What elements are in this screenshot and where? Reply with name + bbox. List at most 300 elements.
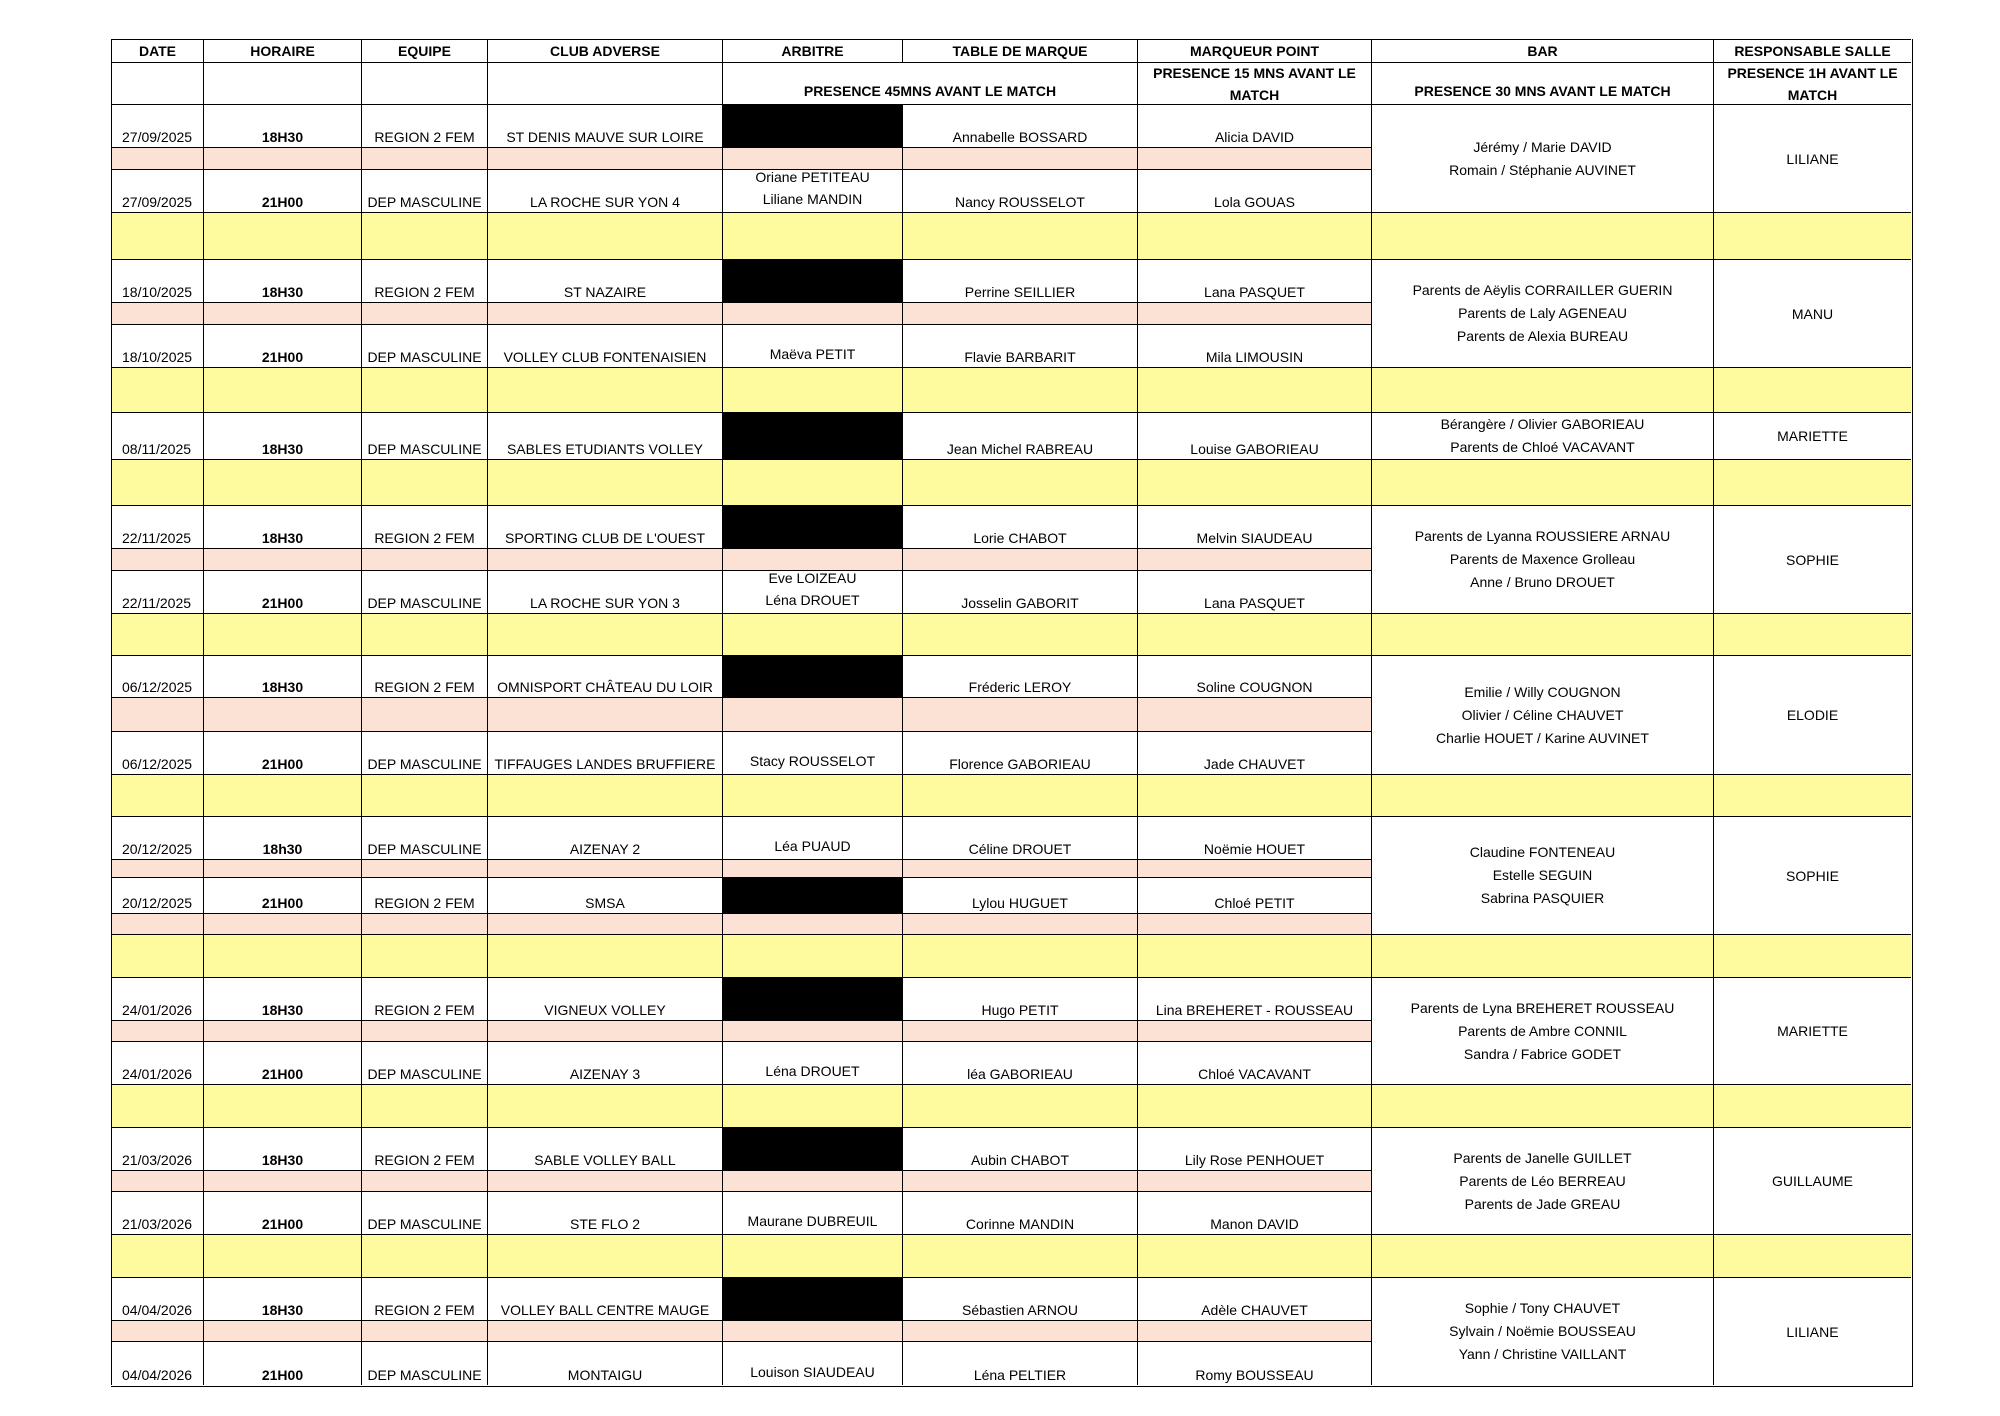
marqueur-cell <box>1137 104 1371 147</box>
equipe-text: DEP MASCULINE <box>367 841 482 857</box>
spacer-cell <box>487 1170 722 1191</box>
separator-cell <box>203 1234 361 1277</box>
table-cell <box>902 412 1137 459</box>
date-text: 04/04/2026 <box>122 1367 193 1383</box>
club-text: SABLE VOLLEY BALL <box>534 1152 676 1168</box>
table-text: Hugo PETIT <box>981 1002 1059 1018</box>
separator-cell <box>1371 774 1713 816</box>
table-cell <box>902 977 1137 1020</box>
responsable-text: MARIETTE <box>1777 1023 1848 1039</box>
separator-cell <box>1371 212 1713 259</box>
presence-label-lines <box>1727 62 1897 106</box>
club-text: VOLLEY BALL CENTRE MAUGE <box>500 1302 710 1318</box>
arbitre-blocked-cell <box>722 104 902 147</box>
spacer-cell <box>111 548 203 570</box>
horaire-text: 21H00 <box>261 349 304 365</box>
horaire-text: 18H30 <box>261 1302 304 1318</box>
equipe-text: REGION 2 FEM <box>374 1152 475 1168</box>
bar-line: Parents de Maxence Grolleau <box>1449 551 1636 567</box>
spacer-cell <box>722 859 902 877</box>
club-cell <box>487 324 722 367</box>
arbitre-lines <box>750 1361 875 1383</box>
equipe-text: DEP MASCULINE <box>367 756 482 772</box>
spacer-cell <box>902 697 1137 731</box>
marqueur-cell <box>1137 169 1371 212</box>
club-text: MONTAIGU <box>567 1367 643 1383</box>
separator-cell <box>487 367 722 412</box>
bar-line: Bérangère / Olivier GABORIEAU <box>1440 416 1645 432</box>
marqueur-cell <box>1137 977 1371 1020</box>
separator-cell <box>1137 613 1371 655</box>
spacer-cell <box>902 548 1137 570</box>
equipe-text: REGION 2 FEM <box>374 284 475 300</box>
horaire-cell <box>203 324 361 367</box>
club-cell <box>487 877 722 913</box>
bar-line: Parents de Jade GREAU <box>1464 1195 1621 1212</box>
equipe-text: DEP MASCULINE <box>367 441 482 457</box>
club-text: LA ROCHE SUR YON 3 <box>530 595 680 611</box>
bar-cell <box>1371 1277 1713 1385</box>
spacer-cell <box>361 859 487 877</box>
horaire-cell <box>203 1127 361 1170</box>
header-label: CLUB ADVERSE <box>550 43 660 59</box>
horaire-cell <box>203 1341 361 1385</box>
bar-line: Parents de Laly AGENEAU <box>1458 305 1627 321</box>
marqueur-text: Chloé VACAVANT <box>1198 1066 1311 1082</box>
horaire-text: 18h30 <box>262 841 303 857</box>
bar-line: Emilie / Willy COUGNON <box>1464 683 1621 700</box>
bar-line: Sandra / Fabrice GODET <box>1463 1045 1622 1062</box>
bar-cell <box>1371 259 1713 367</box>
marqueur-text: Soline COUGNON <box>1196 679 1313 695</box>
separator-cell <box>722 1084 902 1127</box>
club-cell <box>487 1191 722 1234</box>
bar-lines <box>1449 136 1636 182</box>
separator-cell <box>111 774 203 816</box>
arbitre-blocked-cell <box>722 977 902 1020</box>
table-cell <box>902 505 1137 548</box>
spacer-cell <box>361 147 487 169</box>
club-cell <box>487 104 722 147</box>
spacer-cell <box>487 697 722 731</box>
arbitre-blocked-cell <box>722 259 902 302</box>
spacer-cell <box>203 1020 361 1041</box>
separator-cell <box>487 1084 722 1127</box>
table-text: Jean Michel RABREAU <box>946 441 1094 457</box>
date-text: 27/09/2025 <box>122 129 193 145</box>
marqueur-cell <box>1137 816 1371 859</box>
separator-cell <box>1137 212 1371 259</box>
header-bar <box>1371 39 1713 62</box>
date-text: 18/10/2025 <box>122 349 193 365</box>
bar-line: Parents de Alexia BUREAU <box>1456 328 1629 344</box>
equipe-cell <box>361 324 487 367</box>
presence-label-line: MATCH <box>1229 86 1280 103</box>
separator-cell <box>1371 1084 1713 1127</box>
date-cell <box>111 169 203 212</box>
separator-cell <box>722 613 902 655</box>
separator-cell <box>1713 459 1911 505</box>
bar-cell <box>1371 1127 1713 1234</box>
separator-cell <box>722 212 902 259</box>
subheader-empty <box>203 62 361 104</box>
spacer-cell <box>722 302 902 324</box>
responsable-text: SOPHIE <box>1786 867 1839 884</box>
responsable-text: ELODIE <box>1786 707 1839 723</box>
bar-line: Olivier / Céline CHAUVET <box>1461 706 1624 723</box>
header-club <box>487 39 722 62</box>
bar-line: Romain / Stéphanie AUVINET <box>1449 161 1636 178</box>
separator-cell <box>203 774 361 816</box>
bar-cell <box>1371 505 1713 613</box>
equipe-cell <box>361 731 487 774</box>
responsable-cell <box>1713 505 1911 613</box>
equipe-text: DEP MASCULINE <box>367 595 482 611</box>
bar-line: Sylvain / Noëmie BOUSSEAU <box>1449 1323 1636 1339</box>
separator-cell <box>1713 212 1911 259</box>
bar-lines <box>1470 841 1616 910</box>
marqueur-cell <box>1137 259 1371 302</box>
separator-cell <box>1137 1084 1371 1127</box>
bar-line: Sabrina PASQUIER <box>1480 890 1605 906</box>
presence-bar <box>1371 62 1713 104</box>
horaire-cell <box>203 259 361 302</box>
table-cell <box>902 1191 1137 1234</box>
spacer-cell <box>1137 147 1371 169</box>
separator-cell <box>203 212 361 259</box>
bar-cell <box>1371 816 1713 934</box>
club-cell <box>487 169 722 212</box>
spacer-cell <box>1137 1320 1371 1341</box>
arbitre-cell <box>722 731 902 774</box>
spacer-cell <box>203 859 361 877</box>
horaire-cell <box>203 877 361 913</box>
bar-line: Parents de Aëylis CORRAILLER GUERIN <box>1412 282 1673 298</box>
club-cell <box>487 1127 722 1170</box>
header-label: HORAIRE <box>250 43 315 59</box>
presence-responsable <box>1713 62 1911 104</box>
table-text: Josselin GABORIT <box>961 595 1079 611</box>
table-cell <box>902 169 1137 212</box>
horaire-text: 18H30 <box>261 530 304 546</box>
table-text: Aubin CHABOT <box>970 1152 1070 1168</box>
bar-line: Estelle SEGUIN <box>1492 867 1593 883</box>
separator-cell <box>203 934 361 977</box>
horaire-cell <box>203 655 361 697</box>
table-cell <box>902 816 1137 859</box>
spacer-cell <box>361 1320 487 1341</box>
arbitre-line: Louison SIAUDEAU <box>750 1364 875 1380</box>
presence-marqueur <box>1137 62 1371 104</box>
date-cell <box>111 505 203 548</box>
table-cell <box>902 731 1137 774</box>
bar-lines <box>1415 525 1671 594</box>
arbitre-lines <box>765 567 859 611</box>
separator-cell <box>722 934 902 977</box>
separator-cell <box>1137 459 1371 505</box>
arbitre-blocked-cell <box>722 1277 902 1320</box>
bar-line: Claudine FONTENEAU <box>1469 844 1616 860</box>
arbitre-line: Léna DROUET <box>765 592 860 608</box>
separator-cell <box>111 459 203 505</box>
arbitre-blocked-cell <box>722 412 902 459</box>
equipe-text: REGION 2 FEM <box>374 1302 475 1318</box>
arbitre-blocked-cell <box>722 1127 902 1170</box>
equipe-text: DEP MASCULINE <box>367 349 482 365</box>
separator-cell <box>902 1234 1137 1277</box>
date-text: 24/01/2026 <box>122 1066 193 1082</box>
separator-cell <box>1713 367 1911 412</box>
separator-cell <box>487 934 722 977</box>
subheader-empty <box>361 62 487 104</box>
separator-cell <box>722 1234 902 1277</box>
horaire-text: 21H00 <box>261 194 304 210</box>
date-cell <box>111 816 203 859</box>
presence-label: PRESENCE 45MNS AVANT LE MATCH <box>803 83 1057 99</box>
header-label: EQUIPE <box>398 43 451 59</box>
horaire-text: 21H00 <box>261 1367 304 1383</box>
club-text: SMSA <box>585 895 625 911</box>
spacer-cell <box>487 913 722 934</box>
marqueur-text: Jade CHAUVET <box>1203 756 1306 772</box>
responsable-text: MANU <box>1791 305 1834 322</box>
spacer-cell <box>203 147 361 169</box>
horaire-text: 21H00 <box>261 1216 304 1232</box>
marqueur-cell <box>1137 412 1371 459</box>
club-cell <box>487 570 722 613</box>
spacer-cell <box>902 859 1137 877</box>
separator-cell <box>361 1084 487 1127</box>
bar-lines <box>1441 413 1645 459</box>
separator-cell <box>1713 774 1911 816</box>
table-text: Nancy ROUSSELOT <box>955 194 1085 210</box>
marqueur-cell <box>1137 1041 1371 1084</box>
horaire-cell <box>203 104 361 147</box>
spacer-cell <box>487 1020 722 1041</box>
spacer-cell <box>722 1020 902 1041</box>
date-cell <box>111 1277 203 1320</box>
arbitre-lines <box>770 343 856 365</box>
separator-cell <box>487 613 722 655</box>
marqueur-text: Louise GABORIEAU <box>1190 441 1319 457</box>
spacer-cell <box>1137 302 1371 324</box>
horaire-cell <box>203 816 361 859</box>
spacer-cell <box>1137 913 1371 934</box>
club-text: SPORTING CLUB DE L'OUEST <box>504 530 705 546</box>
arbitre-line: Oriane PETITEAU <box>755 169 870 185</box>
responsable-text: SOPHIE <box>1786 551 1839 568</box>
club-text: ST DENIS MAUVE SUR LOIRE <box>506 129 704 145</box>
equipe-text: DEP MASCULINE <box>367 1216 482 1232</box>
separator-cell <box>487 212 722 259</box>
equipe-cell <box>361 1341 487 1385</box>
header-equipe <box>361 39 487 62</box>
date-text: 08/11/2025 <box>122 441 192 457</box>
header-horaire <box>203 39 361 62</box>
responsable-text: LILIANE <box>1786 1323 1839 1340</box>
arbitre-blocked-cell <box>722 877 902 913</box>
arbitre-line: Liliane MANDIN <box>762 191 863 207</box>
marqueur-text: Adèle CHAUVET <box>1201 1302 1308 1318</box>
header-marqueur <box>1137 39 1371 62</box>
separator-cell <box>902 212 1137 259</box>
separator-cell <box>1371 934 1713 977</box>
bar-lines <box>1411 997 1675 1066</box>
separator-cell <box>361 613 487 655</box>
date-text: 18/10/2025 <box>122 284 193 300</box>
spacer-cell <box>203 697 361 731</box>
equipe-cell <box>361 570 487 613</box>
bar-cell <box>1371 655 1713 774</box>
horaire-text: 18H30 <box>261 1002 304 1018</box>
spacer-cell <box>203 1170 361 1191</box>
separator-cell <box>722 459 902 505</box>
arbitre-line: Maurane DUBREUIL <box>747 1213 878 1229</box>
header-label: TABLE DE MARQUE <box>952 43 1088 59</box>
bar-line: Parents de Lyanna ROUSSIERE ARNAU <box>1414 528 1671 544</box>
separator-cell <box>361 212 487 259</box>
spacer-cell <box>111 302 203 324</box>
club-text: STE FLO 2 <box>569 1216 641 1232</box>
equipe-text: DEP MASCULINE <box>367 1367 482 1383</box>
spacer-cell <box>203 548 361 570</box>
date-text: 22/11/2025 <box>122 595 192 611</box>
club-text: SABLES ETUDIANTS VOLLEY <box>506 441 704 457</box>
table-cell <box>902 570 1137 613</box>
marqueur-text: Manon DAVID <box>1210 1216 1299 1232</box>
presence-label-line: MATCH <box>1787 86 1838 103</box>
arbitre-line: Stacy ROUSSELOT <box>749 753 876 769</box>
equipe-text: DEP MASCULINE <box>367 194 482 210</box>
responsable-cell <box>1713 977 1911 1084</box>
horaire-text: 21H00 <box>261 595 304 611</box>
equipe-cell <box>361 505 487 548</box>
horaire-text: 21H00 <box>261 895 304 911</box>
horaire-text: 18H30 <box>261 129 304 145</box>
spacer-cell <box>111 147 203 169</box>
table-cell <box>902 324 1137 367</box>
arbitre-lines <box>755 166 869 210</box>
separator-cell <box>1713 934 1911 977</box>
date-cell <box>111 570 203 613</box>
spacer-cell <box>1137 548 1371 570</box>
date-cell <box>111 877 203 913</box>
arbitre-line: Léa PUAUD <box>774 838 851 854</box>
date-text: 24/01/2026 <box>122 1002 193 1018</box>
club-text: VOLLEY CLUB FONTENAISIEN <box>503 349 707 365</box>
arbitre-lines <box>750 750 875 772</box>
date-text: 21/03/2026 <box>122 1152 193 1168</box>
arbitre-blocked-cell <box>722 505 902 548</box>
horaire-text: 18H30 <box>261 679 304 695</box>
club-cell <box>487 977 722 1020</box>
table-text: Flavie BARBARIT <box>964 349 1076 365</box>
spacer-cell <box>361 913 487 934</box>
club-text: VIGNEUX VOLLEY <box>544 1002 666 1018</box>
spacer-cell <box>111 913 203 934</box>
spacer-cell <box>902 1320 1137 1341</box>
separator-cell <box>902 1084 1137 1127</box>
table-cell <box>902 104 1137 147</box>
separator-cell <box>1713 1084 1911 1127</box>
arbitre-cell <box>722 1041 902 1084</box>
spacer-cell <box>1137 1020 1371 1041</box>
equipe-cell <box>361 259 487 302</box>
marqueur-text: Melvin SIAUDEAU <box>1196 530 1313 546</box>
spacer-cell <box>203 913 361 934</box>
marqueur-text: Lily Rose PENHOUET <box>1184 1152 1325 1168</box>
date-cell <box>111 1341 203 1385</box>
spacer-cell <box>487 859 722 877</box>
header-label: DATE <box>138 43 177 59</box>
equipe-cell <box>361 877 487 913</box>
date-text: 06/12/2025 <box>122 679 193 695</box>
presence-label-line: PRESENCE 1H AVANT LE <box>1727 64 1898 81</box>
equipe-cell <box>361 1277 487 1320</box>
table-text: Sébastien ARNOU <box>962 1302 1078 1318</box>
equipe-text: REGION 2 FEM <box>374 679 475 695</box>
responsable-text: GUILLAUME <box>1772 1173 1853 1189</box>
table-cell <box>902 1277 1137 1320</box>
responsable-cell <box>1713 655 1911 774</box>
horaire-cell <box>203 505 361 548</box>
arbitre-cell <box>722 816 902 859</box>
separator-cell <box>1371 459 1713 505</box>
bar-line: Parents de Lyna BREHERET ROUSSEAU <box>1410 999 1675 1016</box>
equipe-cell <box>361 977 487 1020</box>
date-cell <box>111 324 203 367</box>
separator-cell <box>111 1234 203 1277</box>
club-text: TIFFAUGES LANDES BRUFFIERE <box>494 756 716 772</box>
table-text: Lylou HUGUET <box>972 895 1068 911</box>
club-text: LA ROCHE SUR YON 4 <box>530 194 680 210</box>
separator-cell <box>1371 367 1713 412</box>
header-arbitre <box>722 39 902 62</box>
separator-cell <box>361 459 487 505</box>
date-cell <box>111 1041 203 1084</box>
table-cell <box>902 259 1137 302</box>
spacer-cell <box>1137 697 1371 731</box>
spacer-cell <box>722 697 902 731</box>
separator-cell <box>902 613 1137 655</box>
separator-cell <box>203 367 361 412</box>
separator-cell <box>1137 367 1371 412</box>
header-table <box>902 39 1137 62</box>
marqueur-cell <box>1137 731 1371 774</box>
table-cell <box>902 1341 1137 1385</box>
arbitre-cell <box>722 169 902 212</box>
spacer-cell <box>203 302 361 324</box>
bar-line: Charlie HOUET / Karine AUVINET <box>1436 729 1649 746</box>
spacer-cell <box>111 1020 203 1041</box>
presence-label: PRESENCE 30 MNS AVANT LE MATCH <box>1414 83 1671 99</box>
date-cell <box>111 412 203 459</box>
separator-cell <box>111 934 203 977</box>
date-text: 27/09/2025 <box>122 194 193 210</box>
horaire-cell <box>203 977 361 1020</box>
horaire-cell <box>203 731 361 774</box>
horaire-cell <box>203 412 361 459</box>
bar-line: Jérémy / Marie DAVID <box>1473 138 1612 155</box>
spacer-cell <box>902 147 1137 169</box>
spacer-cell <box>361 1020 487 1041</box>
table-text: Fréderic LEROY <box>968 679 1072 695</box>
equipe-cell <box>361 104 487 147</box>
responsable-cell <box>1713 1127 1911 1234</box>
marqueur-cell <box>1137 570 1371 613</box>
responsable-cell <box>1713 412 1911 459</box>
arbitre-lines <box>765 1060 859 1082</box>
